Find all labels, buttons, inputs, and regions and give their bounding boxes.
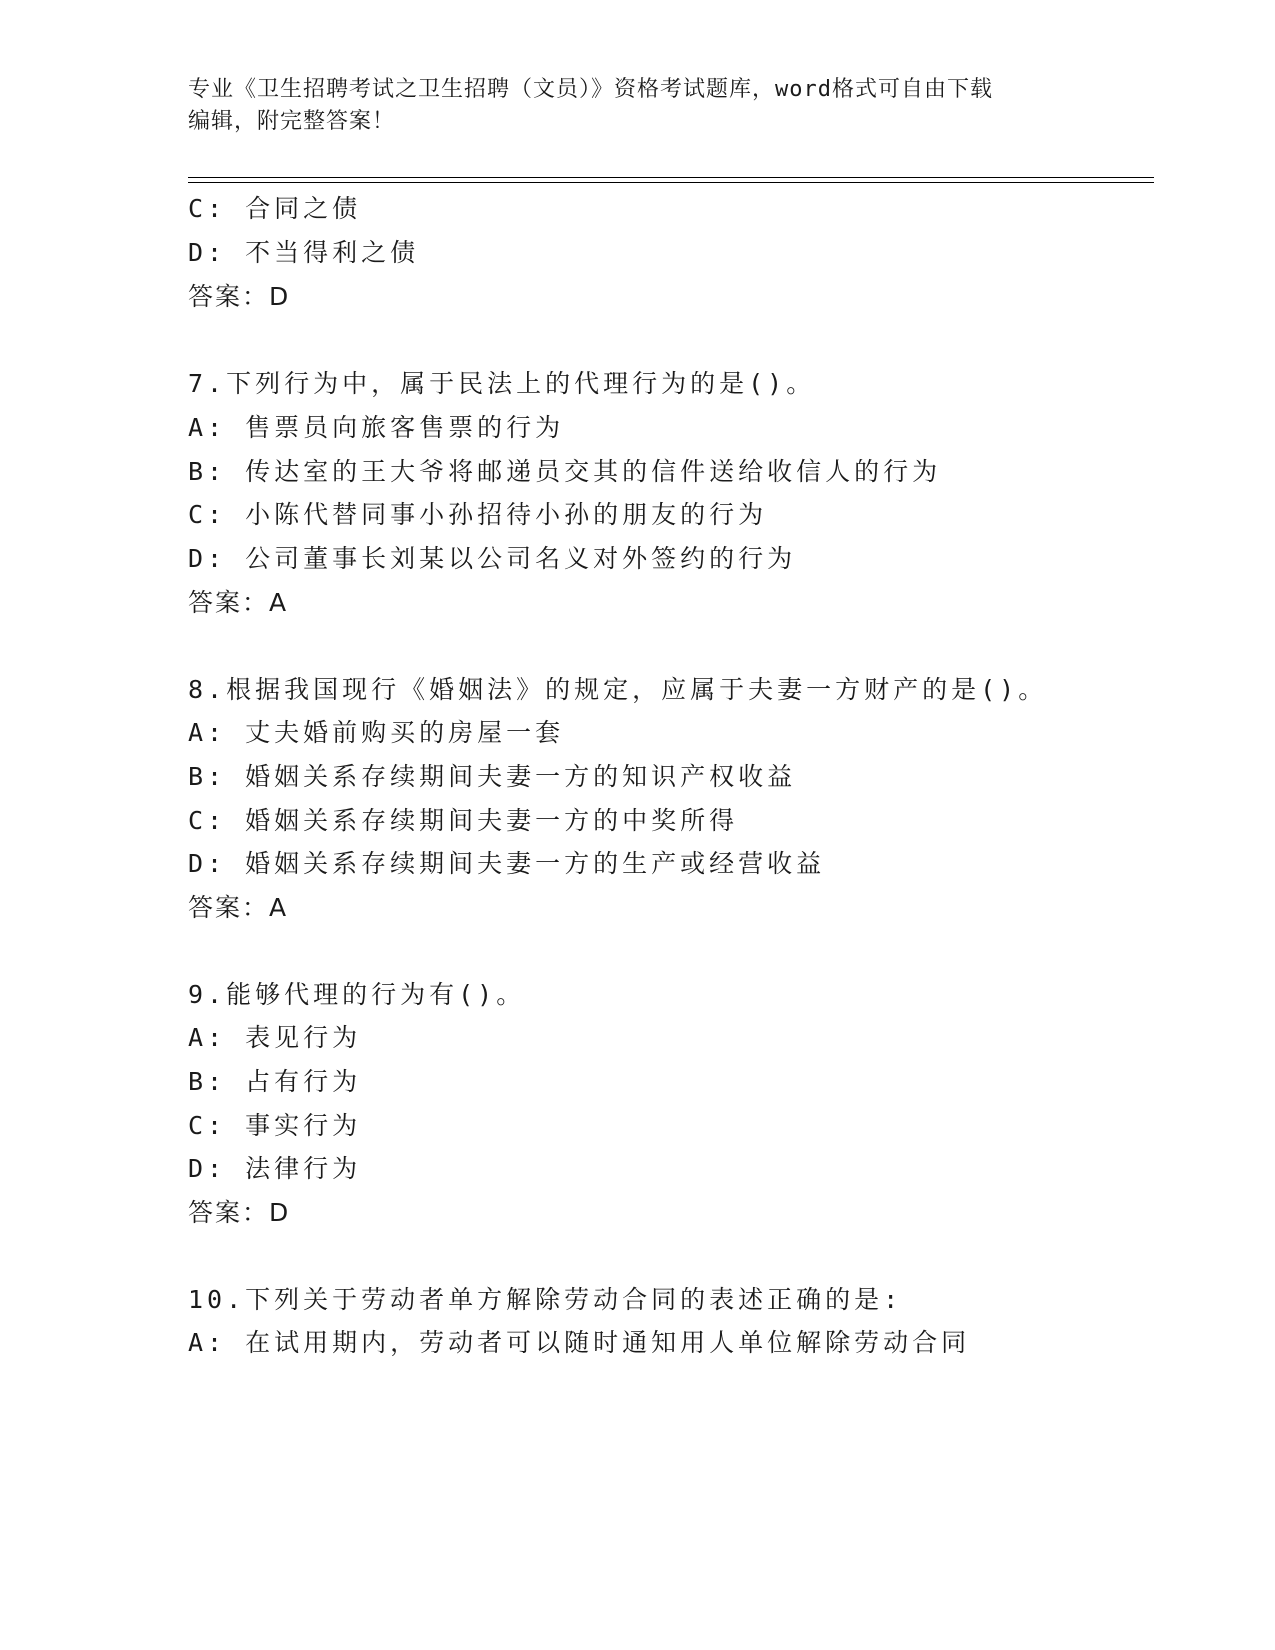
q8-option-d: D: 婚姻关系存续期间夫妻一方的生产或经营收益 [188,849,826,878]
q8-option-b: B: 婚姻关系存续期间夫妻一方的知识产权收益 [188,762,797,791]
q9-stem: 9.能够代理的行为有()。 [188,980,526,1009]
q7-option-b: B: 传达室的王大爷将邮递员交其的信件送给收信人的行为 [188,457,942,486]
q7-option-a: A: 售票员向旅客售票的行为 [188,413,565,442]
q7-option-d: D: 公司董事长刘某以公司名义对外签约的行为 [188,544,797,573]
q9-answer: 答案：D [188,1198,291,1227]
q9-option-a: A: 表见行为 [188,1023,362,1052]
q8-option-a: A: 丈夫婚前购买的房屋一套 [188,718,565,747]
q7-answer: 答案：A [188,588,289,617]
q7-stem: 7.下列行为中，属于民法上的代理行为的是()。 [188,369,816,398]
q6-option-c: C: 合同之债 [188,194,362,223]
header-title-line-2: 编辑，附完整答案！ [188,109,396,134]
q8-answer: 答案：A [188,893,289,922]
q9-option-b: B: 占有行为 [188,1067,362,1096]
q6-option-d: D: 不当得利之债 [188,238,420,267]
q10-stem: 10.下列关于劳动者单方解除劳动合同的表述正确的是: [188,1285,903,1314]
q9-option-c: C: 事实行为 [188,1111,362,1140]
document-header [188,74,1068,138]
header-title-line-1: 专业《卫生招聘考试之卫生招聘（文员）》资格考试题库，word格式可自由下载 [188,77,993,102]
q9-option-d: D: 法律行为 [188,1154,362,1183]
q10-option-a: A: 在试用期内，劳动者可以随时通知用人单位解除劳动合同 [188,1328,971,1357]
q7-option-c: C: 小陈代替同事小孙招待小孙的朋友的行为 [188,500,768,529]
q8-option-c: C: 婚姻关系存续期间夫妻一方的中奖所得 [188,806,739,835]
header-divider-top [188,177,1154,178]
header-divider-bottom [188,182,1154,183]
q8-stem: 8.根据我国现行《婚姻法》的规定，应属于夫妻一方财产的是()。 [188,675,1048,704]
q6-answer: 答案：D [188,282,291,311]
